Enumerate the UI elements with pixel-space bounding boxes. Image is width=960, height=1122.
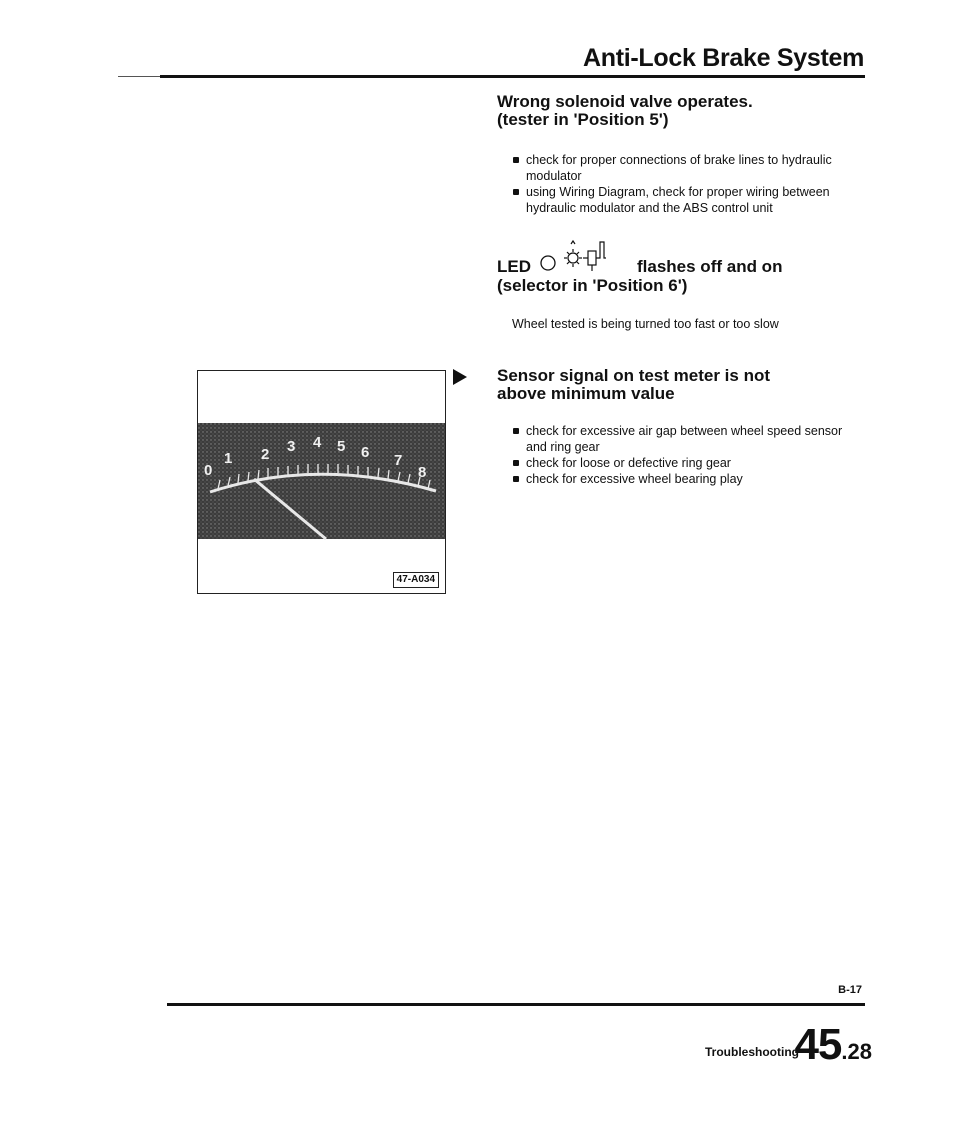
- sensor-signal-heading-line2: above minimum value: [497, 384, 675, 403]
- wrong-valve-bullets: [512, 152, 852, 216]
- page-number: [794, 1020, 872, 1070]
- pointer-arrow-icon: [453, 369, 467, 385]
- wrong-valve-heading: [497, 93, 753, 129]
- led-heading: [497, 238, 867, 295]
- scale-label: 4: [313, 434, 322, 451]
- page-number-main: 45: [794, 1020, 842, 1069]
- scale-label: 0: [204, 462, 213, 479]
- scale-label: 5: [337, 438, 346, 455]
- scale-label: 8: [418, 464, 427, 481]
- sensor-signal-heading: [497, 367, 770, 403]
- list-item: check for excessive wheel bearing play: [512, 471, 852, 487]
- scale-label: 3: [287, 438, 296, 455]
- wrong-valve-heading-line2: (tester in 'Position 5'): [497, 110, 669, 129]
- test-meter-figure: [197, 370, 446, 594]
- sensor-signal-bullets: [512, 423, 852, 487]
- list-item: check for loose or defective ring gear: [512, 455, 852, 471]
- footer-section-name: Troubleshooting: [705, 1045, 799, 1059]
- scale-label: 2: [261, 446, 270, 463]
- led-heading-line2: (selector in 'Position 6'): [497, 276, 688, 295]
- header-rule-left: [118, 76, 162, 77]
- footer-code: B-17: [838, 984, 862, 996]
- test-meter-illustration: [198, 371, 445, 593]
- led-heading-tail: flashes off and on: [637, 257, 783, 276]
- page-number-sub: .28: [841, 1039, 872, 1064]
- wheel-speed-sensor-icon: [563, 238, 607, 277]
- page-title: Anti-Lock Brake System: [583, 44, 864, 72]
- led-label: LED: [497, 257, 531, 276]
- led-heading-line1: [497, 238, 867, 277]
- list-item: check for excessive air gap between wheel speed sensor and ring gear: [512, 423, 852, 455]
- header-rule: [160, 75, 865, 78]
- scale-label: 1: [224, 450, 233, 467]
- led-circle-icon: [539, 254, 557, 277]
- footer-rule: [167, 1003, 865, 1006]
- list-item: using Wiring Diagram, check for proper wiring between hydraulic modulator and the ABS control unit: [512, 184, 852, 216]
- figure-id-label: 47-A034: [393, 572, 439, 588]
- led-description: Wheel tested is being turned too fast or too slow: [512, 317, 779, 331]
- list-item: check for proper connections of brake lines to hydraulic modulator: [512, 152, 852, 184]
- wrong-valve-heading-line1: Wrong solenoid valve operates.: [497, 92, 753, 111]
- scale-label: 7: [394, 452, 403, 469]
- sensor-signal-heading-line1: Sensor signal on test meter is not: [497, 366, 771, 385]
- scale-label: 6: [361, 444, 370, 461]
